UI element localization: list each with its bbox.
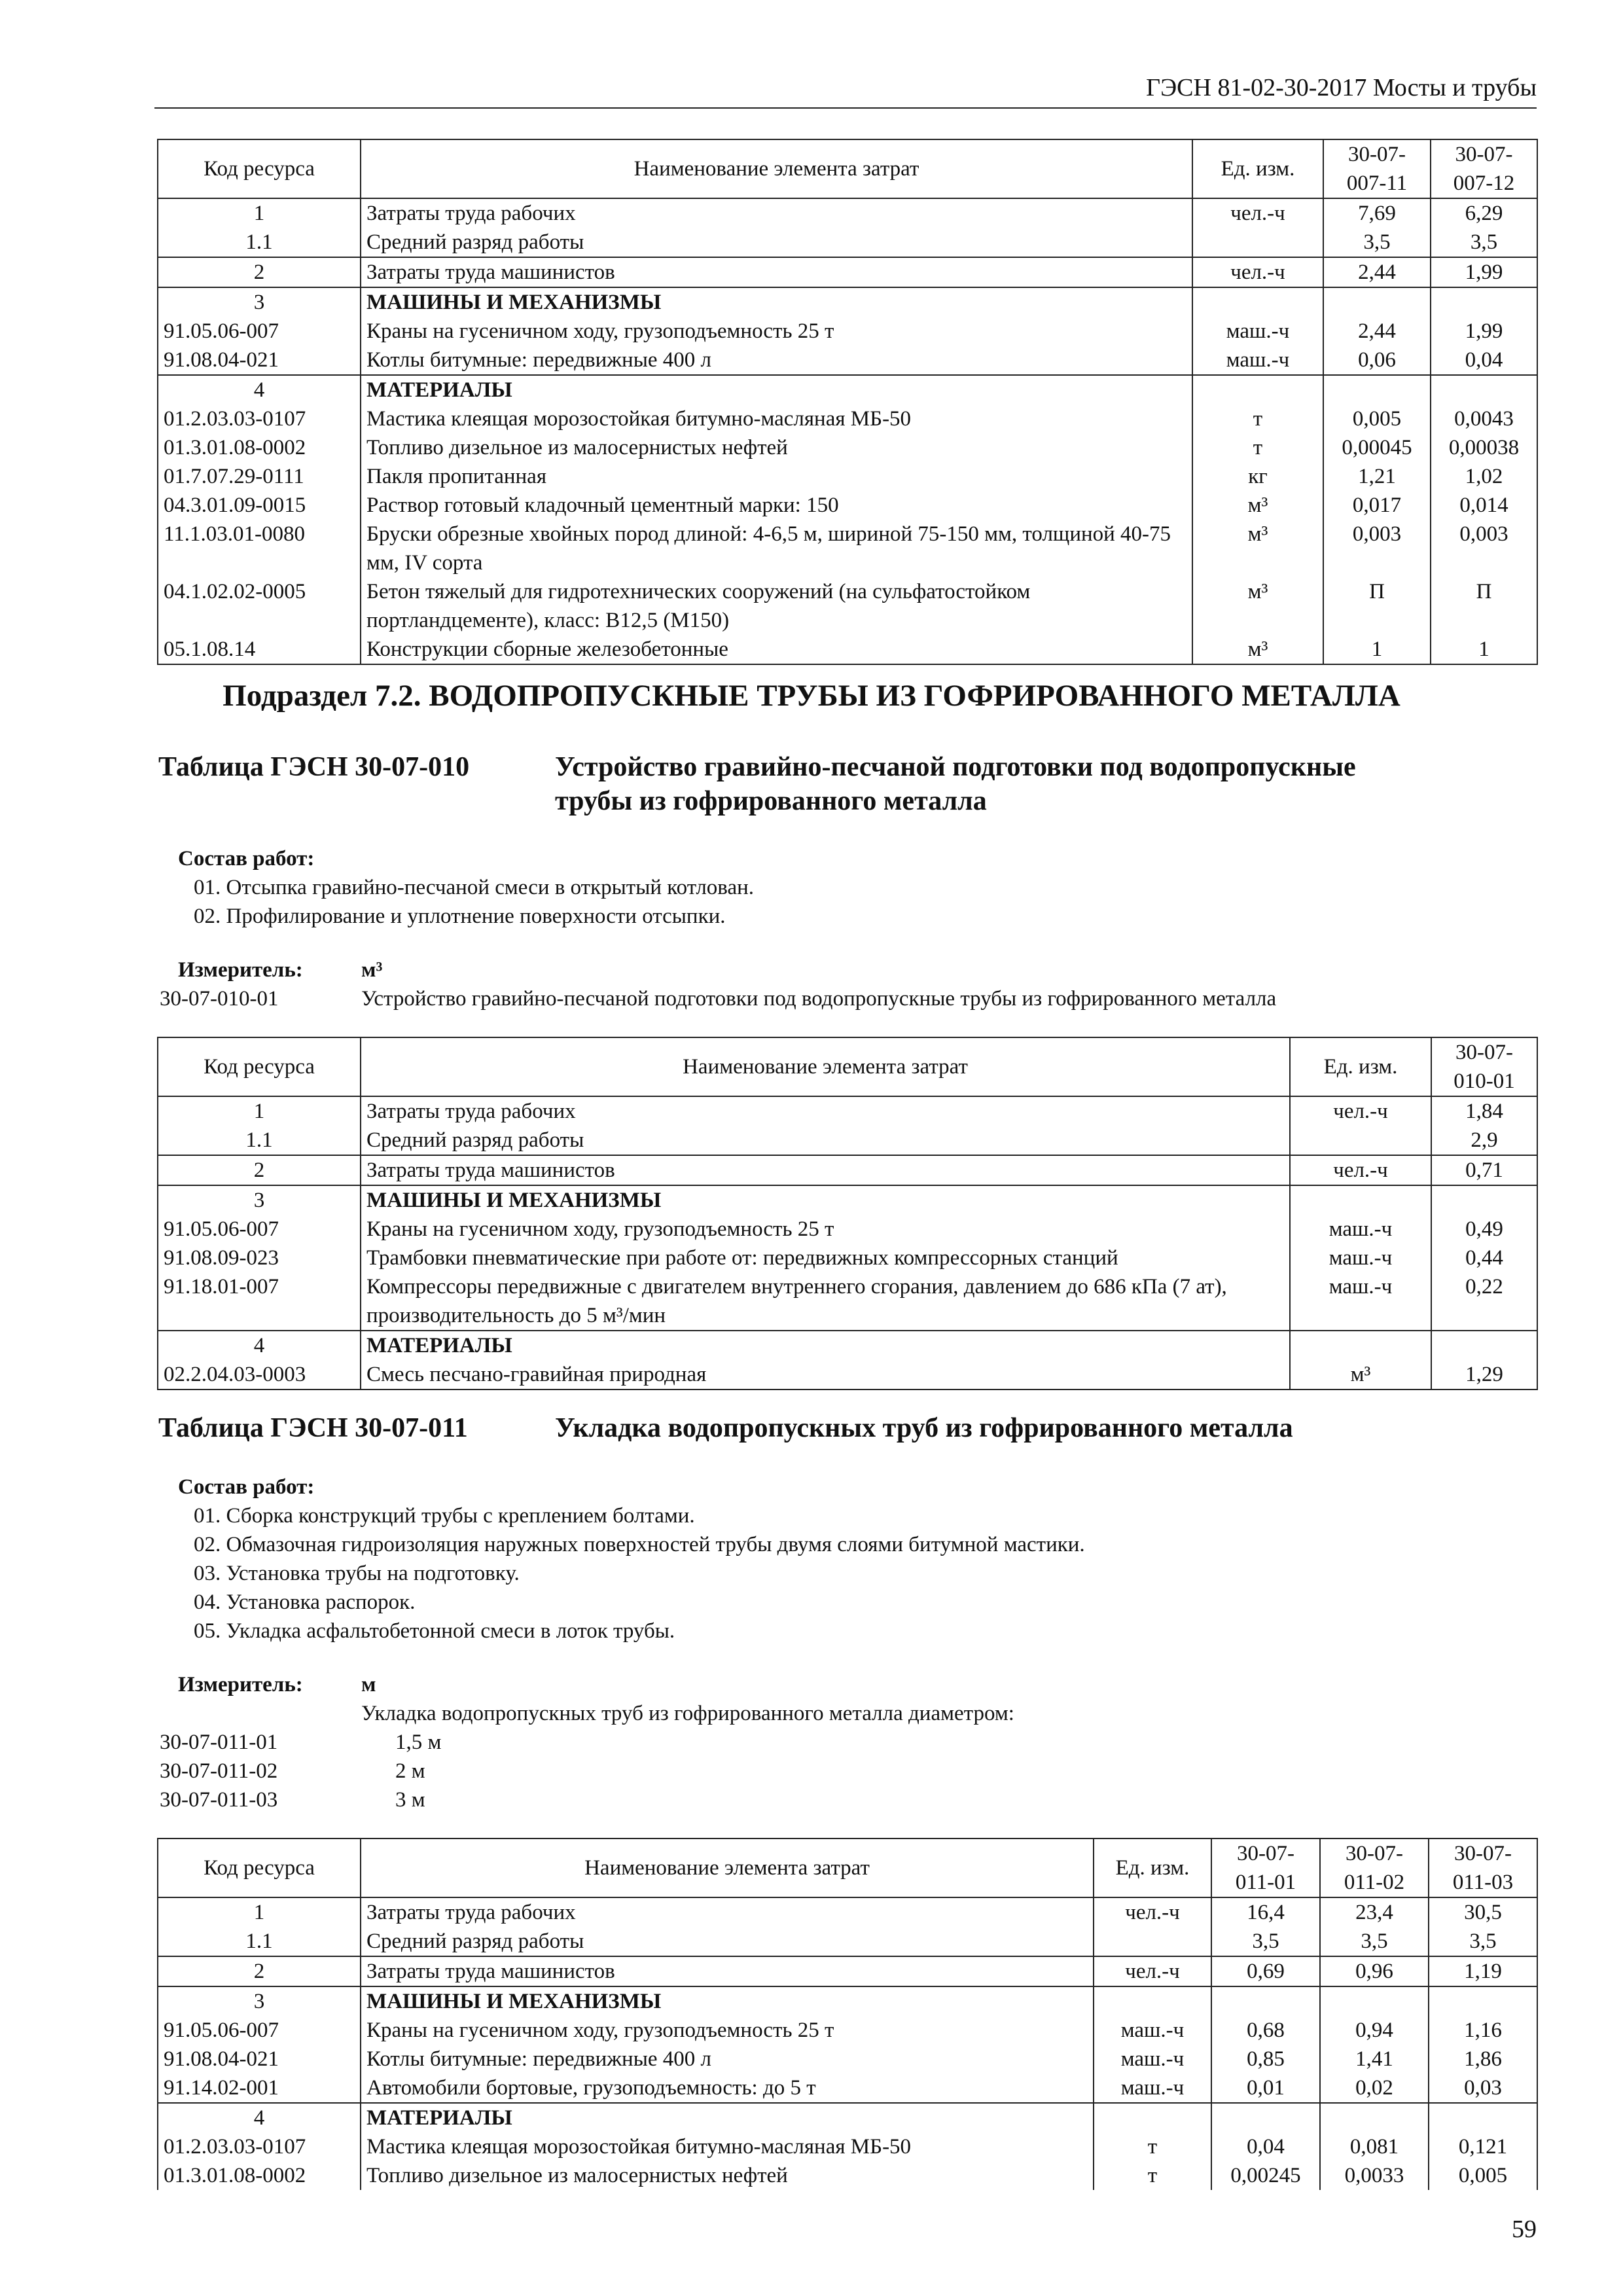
- table-row: [158, 491, 1537, 520]
- resource-value: 0,121: [1429, 2132, 1537, 2161]
- resource-value: 2,9: [1431, 1126, 1537, 1155]
- resource-value: 0,014: [1431, 491, 1537, 520]
- resource-code: 91.05.06-007: [158, 317, 361, 346]
- table-row: [158, 2103, 1537, 2132]
- meter-text-011: Укладка водопропускных труб из гофрированного металла диаметром:: [361, 1702, 1014, 1725]
- resource-value: [1323, 375, 1431, 404]
- resource-unit: т: [1094, 2132, 1211, 2161]
- table-row: [158, 1927, 1537, 1956]
- resource-code: 4: [158, 375, 361, 404]
- table-row: [158, 433, 1537, 462]
- col-header-name: Наименование элемента затрат: [361, 139, 1192, 198]
- resource-name: Затраты труда машинистов: [361, 257, 1192, 287]
- resource-unit: [1290, 1126, 1431, 1155]
- col-header-code-number: 30-07- 007-11: [1323, 139, 1431, 198]
- resource-value: 0,49: [1431, 1215, 1537, 1244]
- header-rule: [154, 107, 1537, 109]
- table-row: [158, 198, 1537, 228]
- resource-unit: т: [1192, 433, 1323, 462]
- resource-code: 01.3.01.08-0002: [158, 2161, 361, 2190]
- col-header-code-number: 30-07- 010-01: [1431, 1037, 1537, 1096]
- table-row: [158, 1155, 1537, 1185]
- table-row: [158, 1215, 1537, 1244]
- resource-name: Краны на гусеничном ходу, грузоподъемность 25 т: [361, 2016, 1094, 2045]
- table-row: [158, 1897, 1537, 1927]
- resource-code: 1: [158, 1096, 361, 1126]
- table-row: [158, 2016, 1537, 2045]
- table-row: [158, 1126, 1537, 1155]
- resource-unit: м³: [1192, 635, 1323, 664]
- work-item: 02. Профилирование и уплотнение поверхности отсыпки.: [194, 905, 726, 928]
- resource-code: 11.1.03.01-0080: [158, 520, 361, 577]
- resource-value: 1,21: [1323, 462, 1431, 491]
- table-row: [158, 2045, 1537, 2073]
- resource-unit: чел.-ч: [1290, 1155, 1431, 1185]
- resource-value: 1,99: [1431, 257, 1537, 287]
- resource-unit: маш.-ч: [1290, 1272, 1431, 1331]
- table-row: [158, 635, 1537, 664]
- resource-code: 2: [158, 1956, 361, 1986]
- resource-value: 0,017: [1323, 491, 1431, 520]
- resource-value: 3,5: [1320, 1927, 1429, 1956]
- resource-value: 0,00045: [1323, 433, 1431, 462]
- resource-code: 3: [158, 287, 361, 317]
- work-item: 01. Отсыпка гравийно-песчаной смеси в открытый котлован.: [194, 876, 755, 899]
- resource-value: 0,005: [1429, 2161, 1537, 2190]
- resource-value: 0,04: [1431, 346, 1537, 375]
- resource-unit: чел.-ч: [1290, 1096, 1431, 1126]
- resource-value: 0,69: [1211, 1956, 1320, 1986]
- resource-unit: маш.-ч: [1192, 346, 1323, 375]
- resource-value: 1,02: [1431, 462, 1537, 491]
- col-header-unit: Ед. изм.: [1192, 139, 1323, 198]
- resource-name: МАТЕРИАЛЫ: [361, 375, 1192, 404]
- resource-unit: т: [1192, 404, 1323, 433]
- table-label-010: Таблица ГЭСН 30-07-010: [158, 752, 470, 782]
- table-row: [158, 1096, 1537, 1126]
- resource-code: 91.05.06-007: [158, 1215, 361, 1244]
- resource-code: 91.08.04-021: [158, 2045, 361, 2073]
- resource-value: 3,5: [1431, 228, 1537, 257]
- resource-unit: чел.-ч: [1094, 1897, 1211, 1927]
- resource-unit: [1290, 1185, 1431, 1215]
- resource-unit: маш.-ч: [1094, 2073, 1211, 2103]
- table-row: [158, 1360, 1537, 1390]
- resource-name: Мастика клеящая морозостойкая битумно-масляная МБ-50: [361, 2132, 1094, 2161]
- resource-value: 2,44: [1323, 257, 1431, 287]
- resource-unit: маш.-ч: [1094, 2016, 1211, 2045]
- table-row: [158, 228, 1537, 257]
- resource-name: МАТЕРИАЛЫ: [361, 2103, 1094, 2132]
- work-item: 04. Установка распорок.: [194, 1590, 416, 1614]
- table-row: [158, 346, 1537, 375]
- resource-value: [1431, 287, 1537, 317]
- item-text: 1,5 м: [395, 1731, 442, 1754]
- col-header-code-number: 30-07- 011-03: [1429, 1839, 1537, 1897]
- table-row: [158, 1272, 1537, 1331]
- work-item: 03. Установка трубы на подготовку.: [194, 1562, 520, 1585]
- resource-unit: т: [1094, 2161, 1211, 2190]
- resource-value: [1431, 1185, 1537, 1215]
- meter-label-010: Измеритель:: [178, 958, 303, 982]
- resource-value: 3,5: [1429, 1927, 1537, 1956]
- resource-value: 3,5: [1323, 228, 1431, 257]
- resource-value: [1211, 2103, 1320, 2132]
- table-row: [158, 462, 1537, 491]
- resource-unit: [1094, 1927, 1211, 1956]
- resource-name: Раствор готовый кладочный цементный марки: 150: [361, 491, 1192, 520]
- resource-value: 0,005: [1323, 404, 1431, 433]
- resource-value: 0,94: [1320, 2016, 1429, 2045]
- resource-name: Затраты труда рабочих: [361, 1897, 1094, 1927]
- resource-value: 1: [1431, 635, 1537, 664]
- resource-unit: [1094, 2103, 1211, 2132]
- resource-name: Компрессоры передвижные с двигателем внутреннего сгорания, давлением до 686 кПа (7 ат), производительность до 5 м³/мин: [361, 1272, 1290, 1331]
- resource-table-30-07-007: [157, 139, 1538, 665]
- resource-value: П: [1431, 577, 1537, 635]
- resource-unit: м³: [1192, 491, 1323, 520]
- resource-value: 3,5: [1211, 1927, 1320, 1956]
- resource-unit: маш.-ч: [1290, 1244, 1431, 1272]
- resource-name: Топливо дизельное из малосернистых нефтей: [361, 2161, 1094, 2190]
- table-row: [158, 375, 1537, 404]
- meter-unit-011: м: [361, 1673, 376, 1696]
- col-header-code: Код ресурса: [158, 1037, 361, 1096]
- resource-name: Затраты труда машинистов: [361, 1155, 1290, 1185]
- resource-unit: маш.-ч: [1192, 317, 1323, 346]
- resource-code: 1.1: [158, 1126, 361, 1155]
- resource-code: 01.2.03.03-0107: [158, 404, 361, 433]
- resource-value: 23,4: [1320, 1897, 1429, 1927]
- resource-code: 91.08.04-021: [158, 346, 361, 375]
- resource-value: 6,29: [1431, 198, 1537, 228]
- resource-code: 4: [158, 1331, 361, 1360]
- resource-name: Автомобили бортовые, грузоподъемность: до 5 т: [361, 2073, 1094, 2103]
- resource-value: 16,4: [1211, 1897, 1320, 1927]
- table-title-010-line2: трубы из гофрированного металла: [555, 786, 987, 816]
- resource-unit: м³: [1192, 520, 1323, 577]
- resource-unit: [1094, 1986, 1211, 2016]
- resource-code: 1.1: [158, 228, 361, 257]
- table-row: [158, 2161, 1537, 2190]
- table-label-011: Таблица ГЭСН 30-07-011: [158, 1413, 468, 1443]
- resource-value: 7,69: [1323, 198, 1431, 228]
- resource-value: [1320, 1986, 1429, 2016]
- col-header-name: Наименование элемента затрат: [361, 1839, 1094, 1897]
- resource-value: 0,03: [1429, 2073, 1537, 2103]
- resource-value: 1,99: [1431, 317, 1537, 346]
- resource-name: Затраты труда машинистов: [361, 1956, 1094, 1986]
- resource-value: 1,16: [1429, 2016, 1537, 2045]
- resource-unit: чел.-ч: [1192, 198, 1323, 228]
- resource-name: Затраты труда рабочих: [361, 1096, 1290, 1126]
- resource-value: П: [1323, 577, 1431, 635]
- resource-name: Бетон тяжелый для гидротехнических сооружений (на сульфатостойком портландцементе), класс: В12,5 (М150): [361, 577, 1192, 635]
- resource-value: [1429, 2103, 1537, 2132]
- col-header-unit: Ед. изм.: [1290, 1037, 1431, 1096]
- resource-table-30-07-011: [157, 1838, 1538, 2190]
- resource-code: 1: [158, 1897, 361, 1927]
- resource-name: Конструкции сборные железобетонные: [361, 635, 1192, 664]
- table-row: [158, 2132, 1537, 2161]
- resource-value: [1323, 287, 1431, 317]
- resource-code: 91.08.09-023: [158, 1244, 361, 1272]
- resource-unit: маш.-ч: [1290, 1215, 1431, 1244]
- resource-name: МАШИНЫ И МЕХАНИЗМЫ: [361, 287, 1192, 317]
- col-header-name: Наименование элемента затрат: [361, 1037, 1290, 1096]
- resource-code: 91.18.01-007: [158, 1272, 361, 1331]
- table-title-010-line1: Устройство гравийно-песчаной подготовки под водопропускные: [555, 752, 1356, 782]
- resource-value: 0,0033: [1320, 2161, 1429, 2190]
- resource-name: МАШИНЫ И МЕХАНИЗМЫ: [361, 1986, 1094, 2016]
- item-code: 30-07-011-02: [160, 1759, 278, 1783]
- resource-name: Бруски обрезные хвойных пород длиной: 4-6,5 м, шириной 75-150 мм, толщиной 40-75 мм, IV сорта: [361, 520, 1192, 577]
- col-header-code: Код ресурса: [158, 1839, 361, 1897]
- resource-value: [1431, 375, 1537, 404]
- resource-value: [1431, 1331, 1537, 1360]
- resource-code: 01.2.03.03-0107: [158, 2132, 361, 2161]
- resource-value: 1,29: [1431, 1360, 1537, 1390]
- col-header-code: Код ресурса: [158, 139, 361, 198]
- header-row: [158, 1839, 1537, 1897]
- resource-code: 02.2.04.03-0003: [158, 1360, 361, 1390]
- resource-code: 2: [158, 1155, 361, 1185]
- resource-name: Смесь песчано-гравийная природная: [361, 1360, 1290, 1390]
- meter-label-011: Измеритель:: [178, 1673, 303, 1696]
- resource-value: 1,86: [1429, 2045, 1537, 2073]
- meter-unit-010: м³: [361, 958, 383, 982]
- resource-table-30-07-010: [157, 1037, 1538, 1390]
- item-text: 3 м: [395, 1788, 425, 1812]
- resource-name: Пакля пропитанная: [361, 462, 1192, 491]
- resource-value: 0,01: [1211, 2073, 1320, 2103]
- resource-name: Краны на гусеничном ходу, грузоподъемность 25 т: [361, 1215, 1290, 1244]
- resource-value: 0,003: [1323, 520, 1431, 577]
- resource-name: Средний разряд работы: [361, 228, 1192, 257]
- work-item: 02. Обмазочная гидроизоляция наружных поверхностей трубы двумя слоями битумной мастики.: [194, 1533, 1085, 1556]
- resource-unit: чел.-ч: [1094, 1956, 1211, 1986]
- resource-unit: м³: [1290, 1360, 1431, 1390]
- resource-value: [1320, 2103, 1429, 2132]
- resource-value: 0,00245: [1211, 2161, 1320, 2190]
- resource-name: Средний разряд работы: [361, 1927, 1094, 1956]
- resource-name: Средний разряд работы: [361, 1126, 1290, 1155]
- resource-value: 1,41: [1320, 2045, 1429, 2073]
- table-row: [158, 520, 1537, 577]
- resource-name: МАТЕРИАЛЫ: [361, 1331, 1290, 1360]
- resource-value: 0,0043: [1431, 404, 1537, 433]
- table-row: [158, 1331, 1537, 1360]
- works-label-010: Состав работ:: [178, 847, 315, 870]
- resource-unit: чел.-ч: [1192, 257, 1323, 287]
- table-title-011: Укладка водопропускных труб из гофрированного металла: [555, 1413, 1293, 1443]
- resource-code: 3: [158, 1185, 361, 1215]
- resource-name: МАШИНЫ И МЕХАНИЗМЫ: [361, 1185, 1290, 1215]
- resource-unit: [1290, 1331, 1431, 1360]
- page-number: 59: [1512, 2215, 1537, 2243]
- table-row: [158, 317, 1537, 346]
- resource-code: 1: [158, 198, 361, 228]
- resource-code: 1.1: [158, 1927, 361, 1956]
- item-text: Устройство гравийно-песчаной подготовки под водопропускные трубы из гофрированного металла: [361, 987, 1277, 1011]
- resource-value: [1211, 1986, 1320, 2016]
- resource-code: 91.14.02-001: [158, 2073, 361, 2103]
- resource-value: 30,5: [1429, 1897, 1537, 1927]
- table-row: [158, 1185, 1537, 1215]
- resource-value: 0,02: [1320, 2073, 1429, 2103]
- resource-code: 91.05.06-007: [158, 2016, 361, 2045]
- resource-value: 2,44: [1323, 317, 1431, 346]
- table-row: [158, 577, 1537, 635]
- resource-unit: [1192, 287, 1323, 317]
- work-item: 05. Укладка асфальтобетонной смеси в лоток трубы.: [194, 1619, 675, 1643]
- resource-code: 05.1.08.14: [158, 635, 361, 664]
- resource-name: Котлы битумные: передвижные 400 л: [361, 346, 1192, 375]
- table-row: [158, 1956, 1537, 1986]
- resource-name: Затраты труда рабочих: [361, 198, 1192, 228]
- resource-unit: кг: [1192, 462, 1323, 491]
- col-header-unit: Ед. изм.: [1094, 1839, 1211, 1897]
- table-row: [158, 257, 1537, 287]
- resource-unit: м³: [1192, 577, 1323, 635]
- resource-value: [1429, 1986, 1537, 2016]
- item-code: 30-07-010-01: [160, 987, 279, 1011]
- table-row: [158, 287, 1537, 317]
- page-header: ГЭСН 81-02-30-2017 Мосты и трубы: [1146, 74, 1537, 101]
- item-text: 2 м: [395, 1759, 425, 1783]
- resource-value: 0,06: [1323, 346, 1431, 375]
- resource-code: 2: [158, 257, 361, 287]
- resource-value: 1: [1323, 635, 1431, 664]
- item-code: 30-07-011-03: [160, 1788, 278, 1812]
- resource-value: 1,19: [1429, 1956, 1537, 1986]
- resource-name: Трамбовки пневматические при работе от: передвижных компрессорных станций: [361, 1244, 1290, 1272]
- resource-code: 01.3.01.08-0002: [158, 433, 361, 462]
- resource-code: 4: [158, 2103, 361, 2132]
- table-row: [158, 1244, 1537, 1272]
- resource-code: 01.7.07.29-0111: [158, 462, 361, 491]
- resource-unit: маш.-ч: [1094, 2045, 1211, 2073]
- resource-value: 0,85: [1211, 2045, 1320, 2073]
- resource-value: 0,003: [1431, 520, 1537, 577]
- resource-unit: [1192, 228, 1323, 257]
- resource-value: 0,71: [1431, 1155, 1537, 1185]
- resource-name: Мастика клеящая морозостойкая битумно-масляная МБ-50: [361, 404, 1192, 433]
- resource-value: 0,00038: [1431, 433, 1537, 462]
- resource-name: Краны на гусеничном ходу, грузоподъемность 25 т: [361, 317, 1192, 346]
- resource-code: 04.1.02.02-0005: [158, 577, 361, 635]
- col-header-code-number: 30-07- 007-12: [1431, 139, 1537, 198]
- col-header-code-number: 30-07- 011-02: [1320, 1839, 1429, 1897]
- table-row: [158, 1986, 1537, 2016]
- resource-name: Котлы битумные: передвижные 400 л: [361, 2045, 1094, 2073]
- table-row: [158, 404, 1537, 433]
- header-row: [158, 139, 1537, 198]
- resource-value: 0,96: [1320, 1956, 1429, 1986]
- table-row: [158, 2073, 1537, 2103]
- resource-value: 1,84: [1431, 1096, 1537, 1126]
- header-row: [158, 1037, 1537, 1096]
- resource-code: 04.3.01.09-0015: [158, 491, 361, 520]
- works-label-011: Состав работ:: [178, 1475, 315, 1499]
- section-title: Подраздел 7.2. ВОДОПРОПУСКНЫЕ ТРУБЫ ИЗ ГОФРИРОВАННОГО МЕТАЛЛА: [223, 679, 1400, 713]
- resource-unit: [1192, 375, 1323, 404]
- resource-value: 0,44: [1431, 1244, 1537, 1272]
- resource-value: 0,04: [1211, 2132, 1320, 2161]
- col-header-code-number: 30-07- 011-01: [1211, 1839, 1320, 1897]
- resource-value: 0,081: [1320, 2132, 1429, 2161]
- item-code: 30-07-011-01: [160, 1731, 278, 1754]
- work-item: 01. Сборка конструкций трубы с креплением болтами.: [194, 1504, 695, 1528]
- resource-code: 3: [158, 1986, 361, 2016]
- resource-value: 0,68: [1211, 2016, 1320, 2045]
- resource-value: 0,22: [1431, 1272, 1537, 1331]
- resource-name: Топливо дизельное из малосернистых нефтей: [361, 433, 1192, 462]
